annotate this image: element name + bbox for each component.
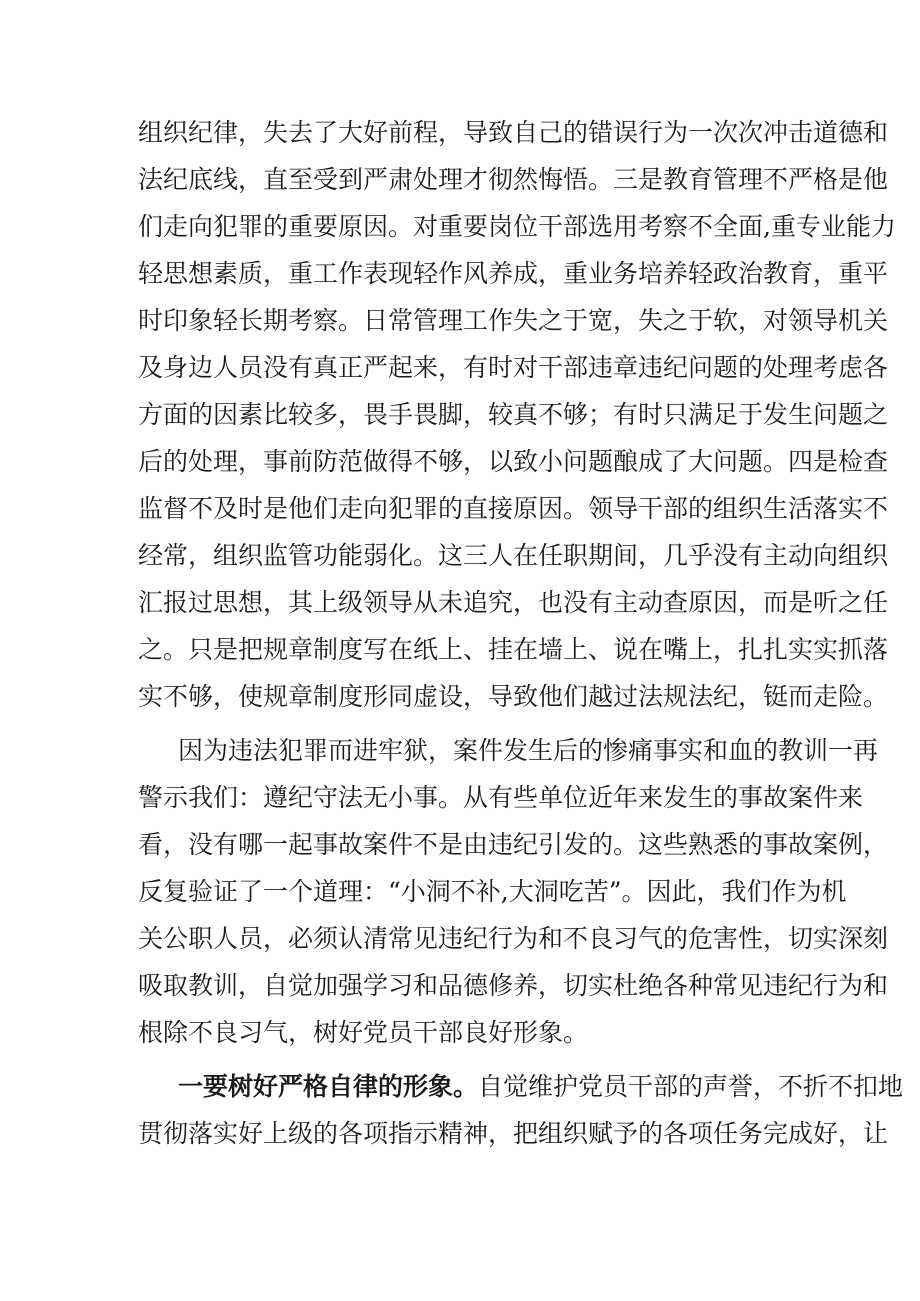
paragraph-1-line-1: 组织纪律，失去了大好前程，导致自己的错误行为一次次冲击道德和 (138, 118, 889, 147)
paragraph-2-line-1: 因为违法犯罪而进牢狱，案件发生后的惨痛事实和血的教训一再 (178, 736, 879, 765)
paragraph-1-line-10: 经常，组织监管功能弱化。这三人在任职期间，几乎没有主动向组织 (138, 541, 889, 570)
paragraph-1-line-5: 时印象轻长期考察。日常管理工作失之于宽，失之于软，对领导机关 (138, 306, 889, 335)
paragraph-1-line-13: 实不够，使规章制度形同虚设，导致他们越过法规法纪，铤而走险。 (138, 682, 889, 711)
paragraph-2-line-2: 警示我们：遵纪守法无小事。从有些单位近年来发生的事故案件来 (138, 783, 864, 812)
paragraph-2-line-7: 根除不良习气，树好党员干部良好形象。 (138, 1018, 589, 1047)
paragraph-1-line-9: 监督不及时是他们走向犯罪的直接原因。领导干部的组织生活落实不 (138, 494, 889, 523)
paragraph-2-line-5: 关公职人员，必须认清常见违纪行为和不良习气的危害性，切实深刻 (138, 924, 889, 953)
paragraph-1-line-3: 们走向犯罪的重要原因。对重要岗位干部选用考察不全面,重专业能力 (138, 212, 896, 241)
paragraph-1-line-8: 后的处理，事前防范做得不够，以致小问题酿成了大问题。四是检查 (138, 447, 889, 476)
paragraph-3-bold-lead: 一要树好严格自律的形象。 (178, 1072, 479, 1101)
paragraph-1-line-2: 法纪底线，直至受到严肃处理才彻然悔悟。三是教育管理不严格是他 (138, 165, 889, 194)
paragraph-3-line-1-text: 自觉维护党员干部的声誉，不折不扣地 (478, 1072, 904, 1101)
paragraph-2-line-6: 吸取教训，自觉加强学习和品德修养，切实杜绝各种常见违纪行为和 (138, 971, 889, 1000)
paragraph-3-line-1 (178, 1072, 904, 1102)
paragraph-1-line-12: 之。只是把规章制度写在纸上、挂在墙上、说在嘴上，扎扎实实抓落 (138, 635, 889, 664)
paragraph-3-line-2: 贯彻落实好上级的各项指示精神，把组织赋予的各项任务完成好，让 (138, 1119, 889, 1148)
paragraph-2-line-4: 反复验证了一个道理：“小洞不补,大洞吃苦”。因此，我们作为机 (138, 877, 847, 906)
paragraph-2-line-3: 看，没有哪一起事故案件不是由违纪引发的。这些熟悉的事故案例， (138, 830, 889, 859)
paragraph-1-line-6: 及身边人员没有真正严起来，有时对干部违章违纪问题的处理考虑各 (138, 353, 889, 382)
paragraph-1-line-7: 方面的因素比较多，畏手畏脚，较真不够；有时只满足于发生问题之 (138, 400, 889, 429)
paragraph-1-line-4: 轻思想素质，重工作表现轻作风养成，重业务培养轻政治教育，重平 (138, 259, 889, 288)
paragraph-1-line-11: 汇报过思想，其上级领导从未追究，也没有主动查原因，而是听之任 (138, 588, 889, 617)
